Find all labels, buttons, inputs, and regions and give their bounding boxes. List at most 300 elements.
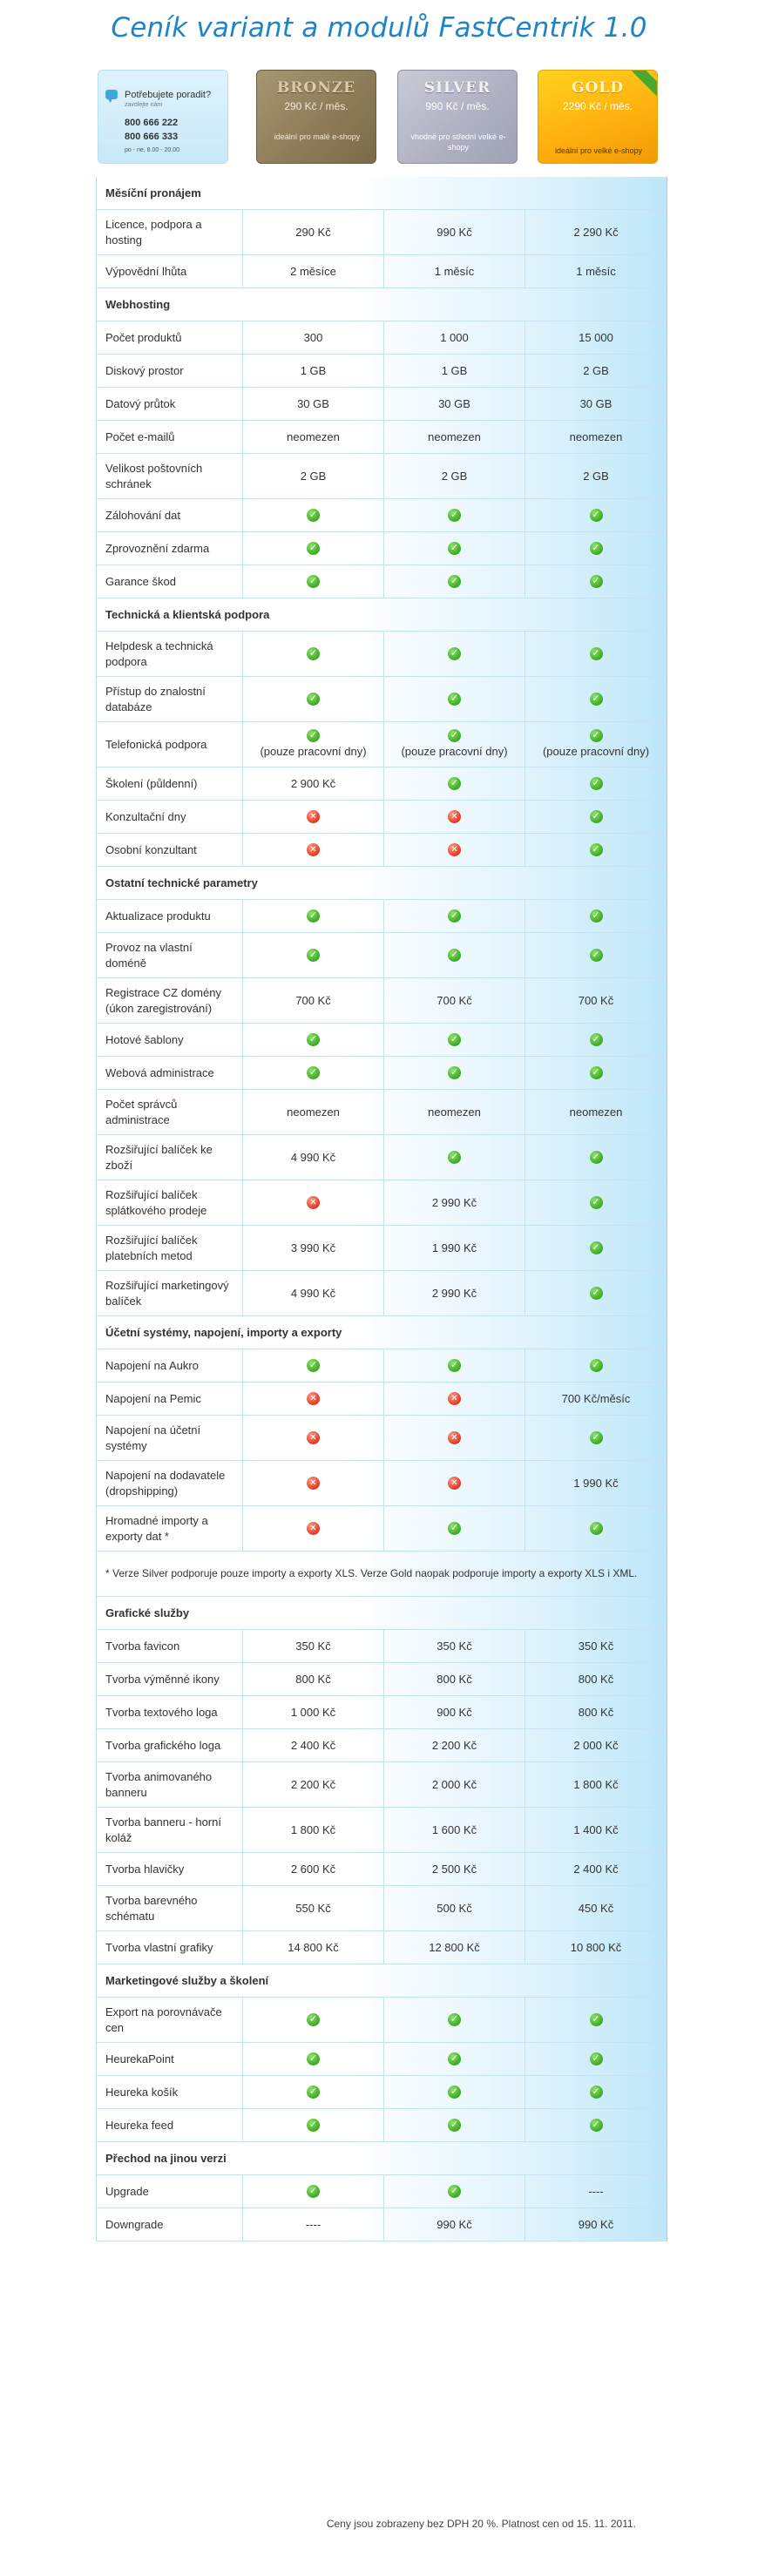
feature-label: Diskový prostor [97, 355, 243, 387]
table-row [97, 1057, 667, 1090]
check-icon: ✓ [590, 843, 603, 856]
value-text: 3 990 Kč [290, 1241, 336, 1254]
feature-label: Školení (půldenní) [97, 767, 243, 800]
plan-name: GOLD [571, 79, 625, 97]
section-title: Měsíční pronájem [105, 186, 201, 199]
table-row [97, 2076, 667, 2109]
feature-label: Rozšiřující balíček splátkového prodeje [97, 1180, 243, 1225]
plan-value-cell [525, 801, 667, 833]
table-row [97, 900, 667, 933]
value-text: 350 Kč [437, 1639, 472, 1653]
plan-value-cell [384, 421, 525, 453]
section-header [97, 598, 667, 632]
plan-value-cell [243, 210, 384, 254]
plan-value-cell [525, 1853, 667, 1885]
table-row [97, 1696, 667, 1729]
value-text: 2 měsíce [290, 264, 336, 278]
plan-value-cell [384, 255, 525, 287]
section-header [97, 2142, 667, 2175]
plan-description: ideální pro velké e-shopy [554, 146, 643, 155]
value-text: 800 Kč [578, 1705, 614, 1719]
plan-value-cell [525, 499, 667, 531]
table-row [97, 2175, 667, 2208]
cross-icon: ✕ [448, 1392, 461, 1405]
plan-value-cell [384, 1998, 525, 2042]
plan-value-cell [243, 2208, 384, 2241]
plan-value-cell [384, 801, 525, 833]
plan-value-cell [525, 1506, 667, 1551]
feature-label: Garance škod [97, 565, 243, 598]
plan-value-cell [384, 1383, 525, 1415]
value-text: 30 GB [579, 396, 612, 410]
feature-label: Zprovoznění zdarma [97, 532, 243, 565]
feature-label: Tvorba barevného schématu [97, 1886, 243, 1930]
table-row [97, 1762, 667, 1808]
plan-value-cell [384, 1696, 525, 1728]
plan-value-cell [384, 767, 525, 800]
contact-phone-2[interactable]: 800 666 333 [125, 132, 179, 142]
table-row [97, 1663, 667, 1696]
check-icon: ✓ [307, 1359, 320, 1372]
plan-value-cell [384, 1506, 525, 1551]
check-icon: ✓ [307, 693, 320, 706]
value-text: 1 600 Kč [431, 1822, 477, 1836]
table-row [97, 1630, 667, 1663]
plan-description: vhodné pro střední velké e-shopy [410, 132, 506, 152]
plan-value-cell [243, 1461, 384, 1505]
check-icon: ✓ [590, 949, 603, 962]
plan-card-gold[interactable] [538, 70, 658, 164]
contact-phone-1[interactable]: 800 666 222 [125, 118, 179, 128]
value-text: 1 měsíc [434, 264, 475, 278]
plan-value-cell [525, 210, 667, 254]
value-text: 990 Kč [437, 225, 472, 239]
check-icon: ✓ [590, 2086, 603, 2099]
plan-value-cell [525, 2109, 667, 2141]
section-header [97, 288, 667, 321]
plan-value-cell [384, 2043, 525, 2075]
note-text: * Verze Silver podporuje pouze importy a exporty XLS. Verze Gold naopak podporuje importy a exporty XLS i XML. [105, 1567, 638, 1579]
table-note [97, 1552, 667, 1597]
table-row [97, 421, 667, 454]
check-icon: ✓ [590, 2119, 603, 2132]
check-icon: ✓ [448, 729, 461, 742]
section-header [97, 177, 667, 210]
value-text: 1 990 Kč [573, 1476, 619, 1490]
section-title: Grafické služby [105, 1606, 190, 1619]
plan-value-cell [384, 1057, 525, 1089]
plan-value-cell [384, 1349, 525, 1382]
value-text: 4 990 Kč [290, 1286, 336, 1300]
plan-price: 2290 Kč / měs. [562, 100, 633, 112]
check-icon: ✓ [307, 949, 320, 962]
value-text: 700 Kč/měsíc [561, 1391, 631, 1405]
feature-label: Zálohování dat [97, 499, 243, 531]
plan-value-cell [384, 1762, 525, 1807]
plan-value-cell [243, 1886, 384, 1930]
value-text: 2 290 Kč [573, 225, 619, 239]
table-row [97, 1180, 667, 1226]
plan-value-cell [243, 1416, 384, 1460]
plan-card-bronze[interactable] [256, 70, 376, 164]
feature-label: Konzultační dny [97, 801, 243, 833]
table-row [97, 388, 667, 421]
table-row [97, 2109, 667, 2142]
plan-value-cell [525, 632, 667, 676]
table-row [97, 677, 667, 722]
feature-label: Export na porovnávače cen [97, 1998, 243, 2042]
value-text: 990 Kč [578, 2217, 614, 2231]
plan-name: SILVER [423, 79, 491, 97]
check-icon: ✓ [590, 1359, 603, 1372]
value-text: neomezen [287, 1105, 340, 1119]
plan-value-cell [525, 255, 667, 287]
feature-label: Napojení na dodavatele (dropshipping) [97, 1461, 243, 1505]
feature-label: Počet produktů [97, 321, 243, 354]
plan-value-cell [384, 388, 525, 420]
table-row [97, 1506, 667, 1552]
table-row [97, 1135, 667, 1180]
plan-value-cell [525, 355, 667, 387]
check-icon: ✓ [448, 509, 461, 522]
feature-label: Hromadné importy a exporty dat * [97, 1506, 243, 1551]
plan-value-cell [243, 321, 384, 354]
plan-value-cell [384, 1135, 525, 1180]
table-row [97, 767, 667, 801]
value-text: 10 800 Kč [570, 1940, 622, 1954]
contact-question: Potřebujete poradit? [125, 90, 212, 100]
value-text: 2 200 Kč [431, 1738, 477, 1752]
check-icon: ✓ [448, 693, 461, 706]
plan-value-cell [243, 2175, 384, 2208]
plan-value-cell [243, 1349, 384, 1382]
plan-value-cell [384, 1024, 525, 1056]
plan-value-cell [243, 632, 384, 676]
plan-value-cell [525, 1090, 667, 1134]
plan-value-cell [243, 1762, 384, 1807]
plan-value-cell [384, 978, 525, 1023]
check-icon: ✓ [307, 575, 320, 588]
check-icon: ✓ [590, 542, 603, 555]
value-text: ---- [305, 2217, 321, 2231]
plan-value-cell [243, 978, 384, 1023]
feature-label: Počet správců administrace [97, 1090, 243, 1134]
feature-label: Aktualizace produktu [97, 900, 243, 932]
check-icon: ✓ [448, 542, 461, 555]
cross-icon: ✕ [448, 843, 461, 856]
plan-value-cell [243, 2109, 384, 2141]
plan-card-silver[interactable] [397, 70, 518, 164]
page-title: Ceník variant a modulů FastCentrik 1.0 [111, 12, 647, 44]
plan-value-cell [525, 1931, 667, 1964]
plan-value-cell [525, 1808, 667, 1852]
plan-value-cell [243, 1024, 384, 1056]
check-icon: ✓ [448, 1033, 461, 1046]
table-row [97, 1931, 667, 1964]
plan-value-cell [525, 1886, 667, 1930]
footer-note: Ceny jsou zobrazeny bez DPH 20 %. Platnost cen od 15. 11. 2011. [326, 2518, 636, 2530]
plan-value-cell [384, 355, 525, 387]
table-row [97, 1383, 667, 1416]
table-row [97, 1998, 667, 2043]
plan-price: 990 Kč / měs. [425, 100, 490, 112]
chat-bubble-icon [105, 90, 118, 99]
plan-value-cell [525, 767, 667, 800]
plan-value-cell [525, 1180, 667, 1225]
table-row [97, 321, 667, 355]
feature-label: Upgrade [97, 2175, 243, 2208]
plan-value-cell [243, 767, 384, 800]
feature-label: Napojení na Aukro [97, 1349, 243, 1382]
value-text: neomezen [569, 1105, 623, 1119]
section-title: Účetní systémy, napojení, importy a exporty [105, 1325, 342, 1339]
feature-label: Přístup do znalostní databáze [97, 677, 243, 721]
plan-value-cell [243, 2076, 384, 2108]
feature-label: Hotové šablony [97, 1024, 243, 1056]
table-row [97, 1024, 667, 1057]
plan-value-cell [384, 677, 525, 721]
feature-label: Heureka feed [97, 2109, 243, 2141]
plan-value-cell [384, 1729, 525, 1761]
feature-label: Tvorba textového loga [97, 1696, 243, 1728]
check-icon: ✓ [307, 647, 320, 660]
check-icon: ✓ [448, 647, 461, 660]
value-text: 700 Kč [295, 993, 331, 1007]
value-text: 1 GB [300, 363, 327, 377]
plan-value-cell [243, 2043, 384, 2075]
plan-value-cell [525, 2043, 667, 2075]
value-text: 450 Kč [578, 1901, 614, 1915]
check-icon: ✓ [448, 1151, 461, 1164]
feature-label: Tvorba výměnné ikony [97, 1663, 243, 1695]
table-row [97, 1886, 667, 1931]
plan-value-cell [525, 1383, 667, 1415]
table-row [97, 978, 667, 1024]
check-icon: ✓ [448, 2086, 461, 2099]
plan-value-cell [243, 1226, 384, 1270]
check-icon: ✓ [448, 1522, 461, 1535]
table-row [97, 1729, 667, 1762]
check-icon: ✓ [590, 509, 603, 522]
cross-icon: ✕ [448, 810, 461, 823]
plan-value-cell [243, 454, 384, 498]
section-header [97, 1964, 667, 1998]
check-icon: ✓ [590, 777, 603, 790]
plan-value-cell [525, 1024, 667, 1056]
plan-value-cell [243, 722, 384, 767]
plan-value-cell [243, 1271, 384, 1315]
check-icon: ✓ [307, 2013, 320, 2026]
cross-icon: ✕ [307, 1196, 320, 1209]
table-row [97, 801, 667, 834]
plan-value-cell [243, 1383, 384, 1415]
value-text: 2 GB [583, 469, 609, 483]
table-row [97, 1461, 667, 1506]
feature-label: Webová administrace [97, 1057, 243, 1089]
plan-value-cell [243, 1180, 384, 1225]
plan-value-cell [525, 2076, 667, 2108]
table-row [97, 1416, 667, 1461]
value-text: 14 800 Kč [288, 1940, 339, 1954]
plan-value-cell [384, 722, 525, 767]
plan-value-cell [384, 1853, 525, 1885]
check-icon: ✓ [307, 2185, 320, 2198]
check-icon: ✓ [590, 1151, 603, 1164]
plan-value-cell [384, 933, 525, 977]
plan-value-cell [525, 1226, 667, 1270]
plan-value-cell [243, 1135, 384, 1180]
plan-value-cell [384, 2208, 525, 2241]
check-icon: ✓ [307, 1066, 320, 1079]
cross-icon: ✕ [307, 1431, 320, 1444]
table-row [97, 499, 667, 532]
plan-value-cell [243, 1090, 384, 1134]
plan-value-cell [243, 933, 384, 977]
check-icon: ✓ [307, 2086, 320, 2099]
cross-icon: ✕ [307, 810, 320, 823]
plan-value-cell [525, 1349, 667, 1382]
check-icon: ✓ [590, 1066, 603, 1079]
plan-value-cell [384, 1180, 525, 1225]
plan-value-cell [384, 632, 525, 676]
table-row [97, 255, 667, 288]
table-row [97, 565, 667, 598]
plan-value-cell [384, 321, 525, 354]
feature-label: Provoz na vlastní doméně [97, 933, 243, 977]
plan-value-cell [384, 1886, 525, 1930]
plan-value-cell [384, 532, 525, 565]
section-header [97, 867, 667, 900]
plan-value-cell [525, 2208, 667, 2241]
value-text: 2 GB [583, 363, 609, 377]
table-row [97, 1808, 667, 1853]
plan-value-cell [384, 1663, 525, 1695]
check-icon: ✓ [448, 2185, 461, 2198]
plan-description: ideální pro malé e-shopy [274, 132, 361, 141]
plan-value-cell [384, 1271, 525, 1315]
value-text: 2 990 Kč [431, 1195, 477, 1209]
feature-label: Rozšiřující balíček platebních metod [97, 1226, 243, 1270]
plan-value-cell [243, 565, 384, 598]
table-row [97, 210, 667, 255]
section-title: Webhosting [105, 297, 171, 311]
feature-label: Napojení na účetní systémy [97, 1416, 243, 1460]
feature-label: Počet e-mailů [97, 421, 243, 453]
value-text: 2 400 Kč [290, 1738, 336, 1752]
plan-value-cell [243, 1696, 384, 1728]
value-text: 300 [303, 330, 323, 344]
plan-value-cell [384, 1461, 525, 1505]
check-icon: ✓ [590, 1033, 603, 1046]
value-text: 2 000 Kč [573, 1738, 619, 1752]
value-text: 2 990 Kč [431, 1286, 477, 1300]
plan-value-cell [525, 421, 667, 453]
plan-value-cell [525, 1663, 667, 1695]
plan-value-cell [525, 722, 667, 767]
value-text: 30 GB [297, 396, 329, 410]
check-icon: ✓ [307, 509, 320, 522]
check-icon: ✓ [448, 949, 461, 962]
value-text: neomezen [428, 429, 481, 443]
check-icon: ✓ [307, 909, 320, 923]
feature-label: Tvorba vlastní grafiky [97, 1931, 243, 1964]
value-text: 290 Kč [295, 225, 331, 239]
value-text: 500 Kč [437, 1901, 472, 1915]
value-text: 4 990 Kč [290, 1150, 336, 1164]
section-header [97, 1316, 667, 1349]
contact-hours: po - ne, 8.00 - 20.00 [125, 147, 180, 153]
check-icon: ✓ [448, 1066, 461, 1079]
value-text: 800 Kč [578, 1672, 614, 1686]
check-icon: ✓ [307, 729, 320, 742]
value-text: 2 500 Kč [431, 1862, 477, 1876]
table-row [97, 722, 667, 767]
value-text: 350 Kč [295, 1639, 331, 1653]
check-icon: ✓ [448, 2013, 461, 2026]
value-text: 2 200 Kč [290, 1777, 336, 1791]
table-row [97, 2043, 667, 2076]
plan-value-cell [384, 1416, 525, 1460]
value-text: neomezen [569, 429, 623, 443]
availability-note: (pouze pracovní dny) [542, 745, 650, 758]
check-icon: ✓ [590, 1241, 603, 1254]
feature-label: Tvorba grafického loga [97, 1729, 243, 1761]
check-icon: ✓ [448, 2052, 461, 2066]
plan-value-cell [525, 1729, 667, 1761]
plan-value-cell [525, 454, 667, 498]
plan-value-cell [384, 1090, 525, 1134]
plan-value-cell [243, 355, 384, 387]
section-title: Technická a klientská podpora [105, 607, 270, 621]
check-icon: ✓ [448, 1359, 461, 1372]
value-text: 1 400 Kč [573, 1822, 619, 1836]
price-table [96, 177, 667, 2241]
check-icon: ✓ [590, 2013, 603, 2026]
value-text: neomezen [428, 1105, 481, 1119]
plan-value-cell [525, 677, 667, 721]
table-row [97, 1349, 667, 1383]
value-text: 550 Kč [295, 1901, 331, 1915]
feature-label: Datový průtok [97, 388, 243, 420]
plan-value-cell [525, 2175, 667, 2208]
check-icon: ✓ [590, 693, 603, 706]
value-text: 700 Kč [437, 993, 472, 1007]
feature-label: Osobní konzultant [97, 834, 243, 866]
section-title: Ostatní technické parametry [105, 876, 258, 889]
value-text: 800 Kč [437, 1672, 472, 1686]
plan-value-cell [525, 565, 667, 598]
value-text: 990 Kč [437, 2217, 472, 2231]
plan-value-cell [243, 1630, 384, 1662]
table-row [97, 1090, 667, 1135]
feature-label: Downgrade [97, 2208, 243, 2241]
value-text: 350 Kč [578, 1639, 614, 1653]
check-icon: ✓ [448, 909, 461, 923]
value-text: 2 000 Kč [431, 1777, 477, 1791]
check-icon: ✓ [590, 729, 603, 742]
feature-label: HeurekaPoint [97, 2043, 243, 2075]
plan-value-cell [243, 388, 384, 420]
plan-value-cell [525, 900, 667, 932]
table-row [97, 1853, 667, 1886]
plan-value-cell [525, 1630, 667, 1662]
availability-note: (pouze pracovní dny) [401, 745, 508, 758]
plan-value-cell [243, 1506, 384, 1551]
check-icon: ✓ [307, 2052, 320, 2066]
check-icon: ✓ [307, 542, 320, 555]
plan-value-cell [243, 532, 384, 565]
plan-value-cell [525, 1461, 667, 1505]
